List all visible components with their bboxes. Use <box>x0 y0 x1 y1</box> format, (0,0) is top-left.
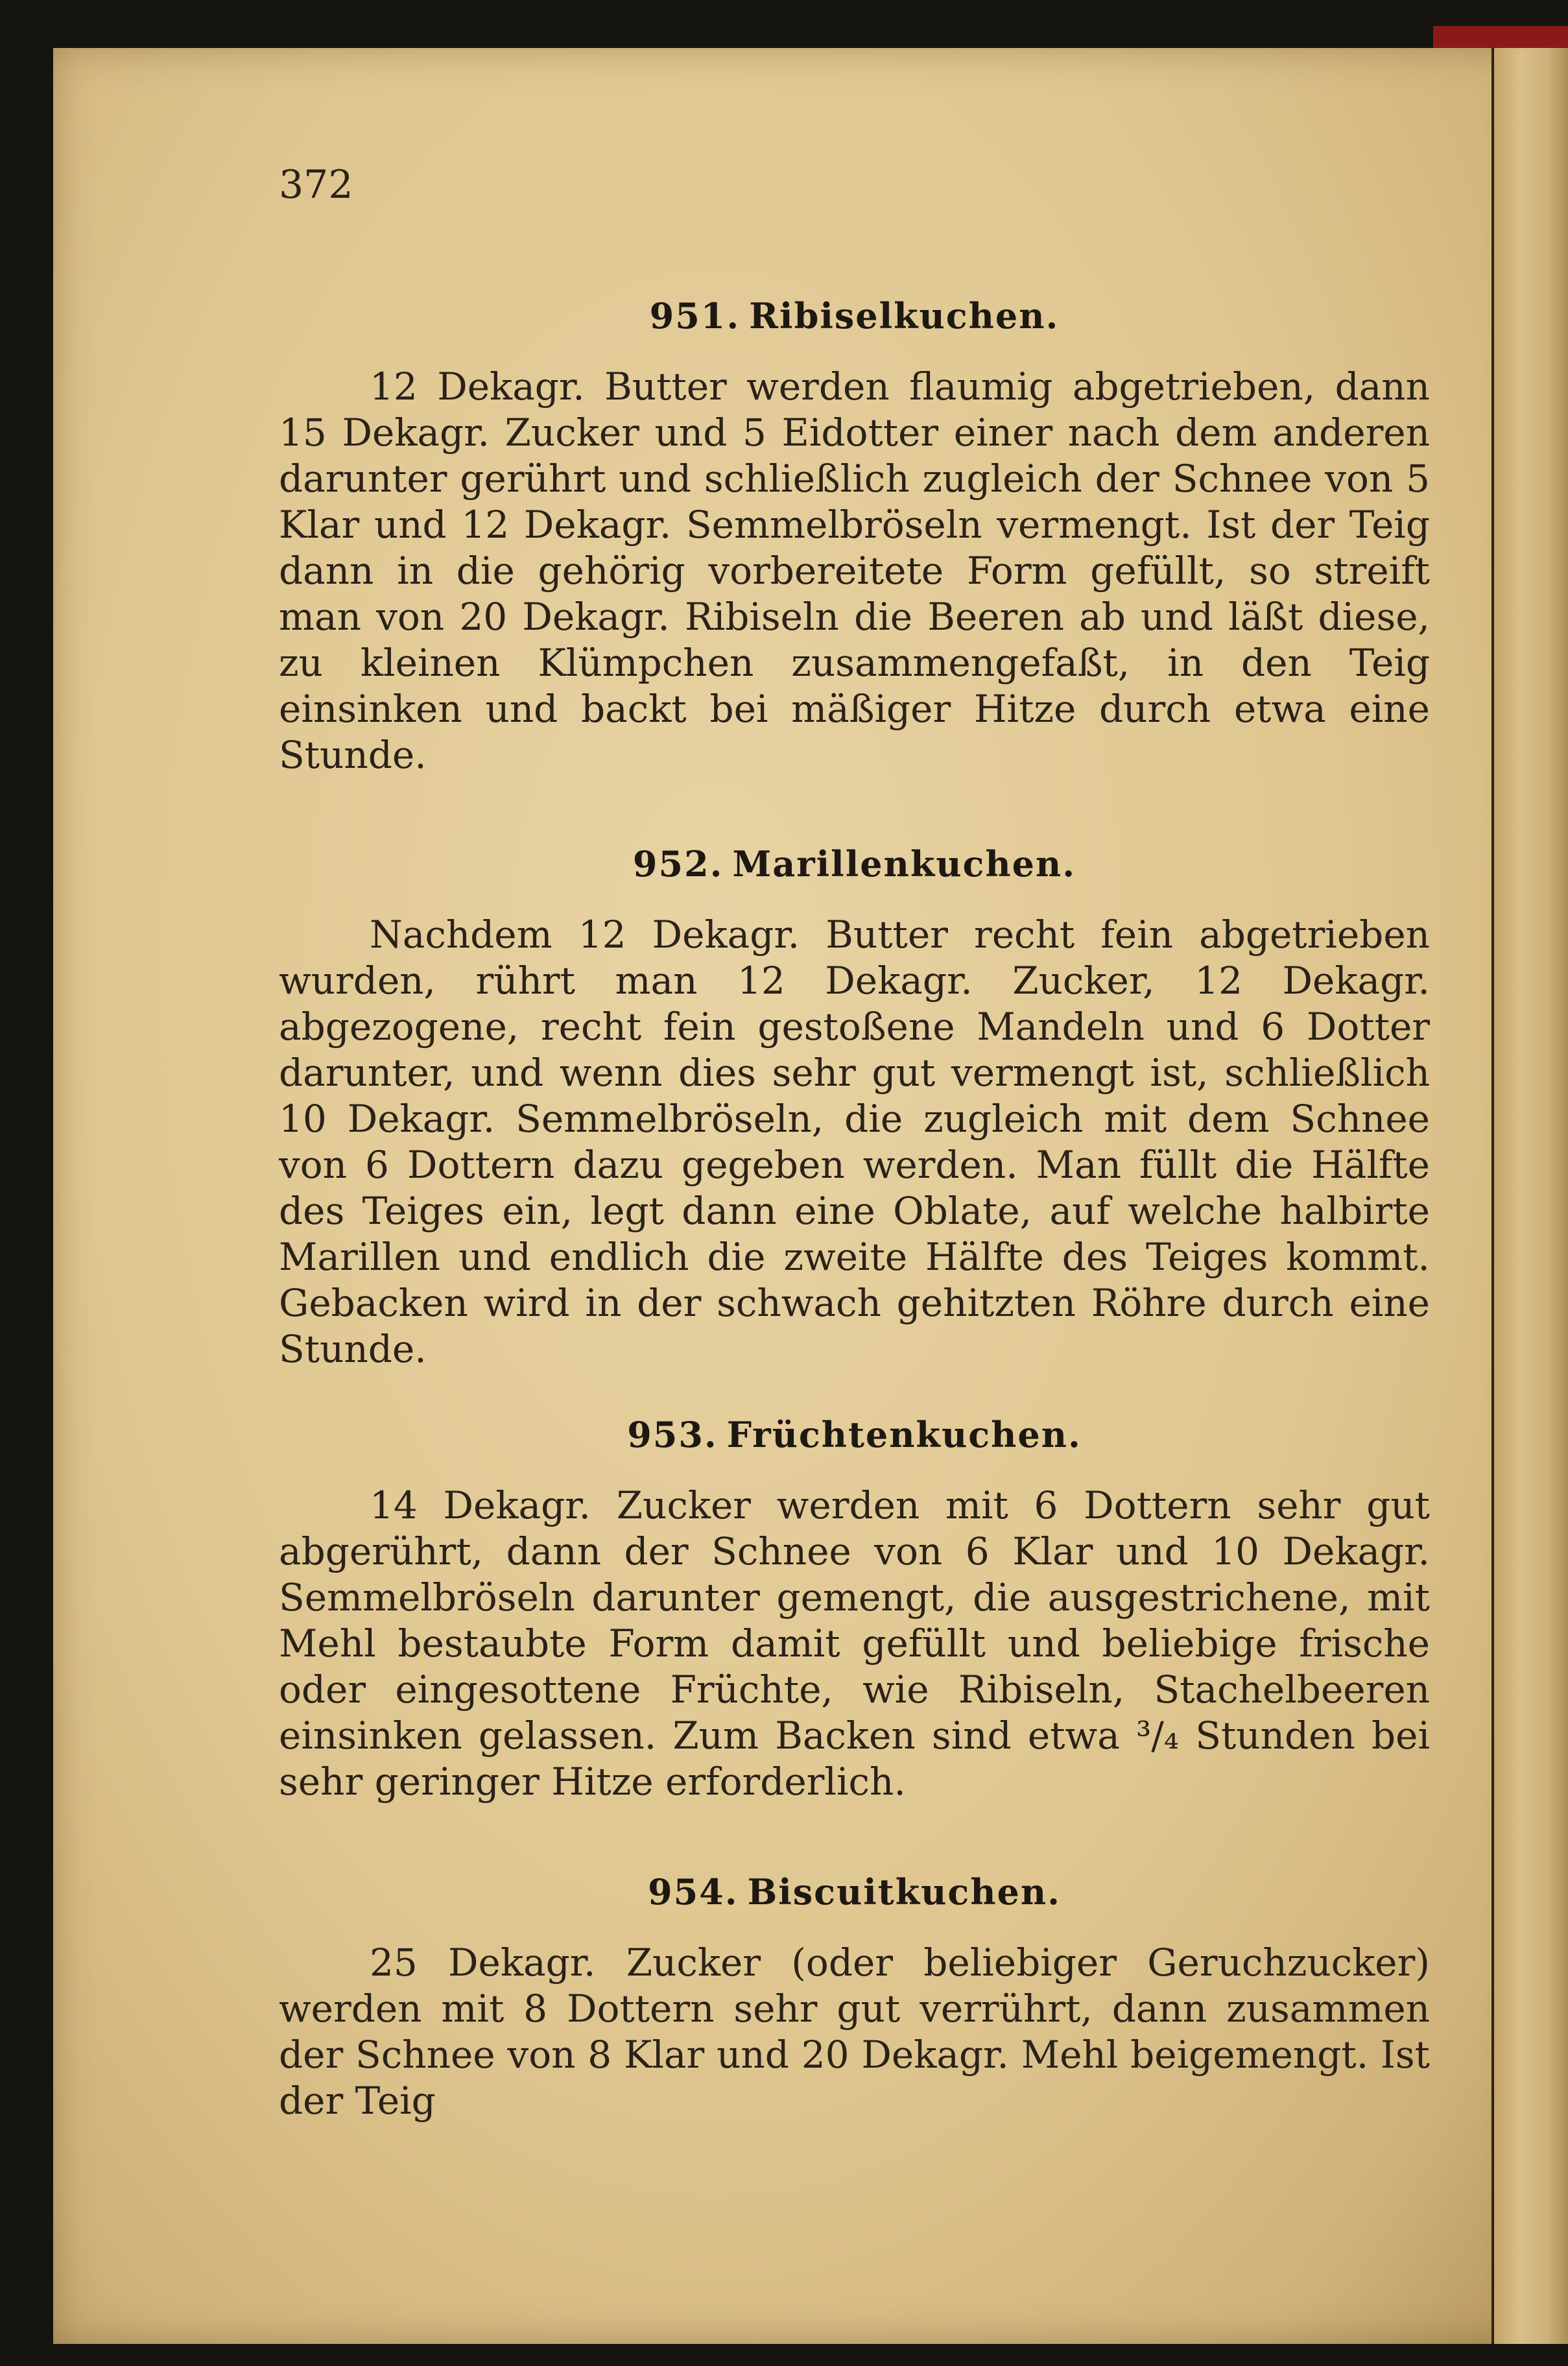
recipe-number: 951. <box>649 295 741 337</box>
recipe-954 <box>279 1871 1430 2124</box>
recipe-number: 954. <box>648 1871 739 1913</box>
recipe-text: Nachdem 12 Dekagr. Butter recht fein abgetrieben wurden, rührt man 12 Dekagr. Zucker, 12 Dekagr. abgezogene, recht fein gestoßene Mandeln und 6 Dotter darunter, und wenn dies sehr gut vermengt ist, schließlich 10 Dekagr. Semmelbröseln, die zugleich mit dem Schnee von 6 Dottern dazu gegeben werden. Man füllt die Hälfte des Teiges ein, legt dann eine Oblate, auf welche halbirte Marillen und endlich die zweite Hälfte des Teiges kommt. Gebacken wird in der schwach gehitzten Röhre durch eine Stunde. <box>279 913 1430 1371</box>
recipe-title: Marillenkuchen. <box>732 843 1076 885</box>
recipe-title: Biscuitkuchen. <box>747 1871 1061 1913</box>
page-number: 372 <box>279 162 353 208</box>
recipe-title: Ribiselkuchen. <box>749 295 1060 337</box>
recipe-952 <box>279 843 1430 1372</box>
recipe-heading <box>279 295 1430 337</box>
recipe-heading <box>279 1414 1430 1455</box>
recipe-text: 12 Dekagr. Butter werden flaumig abgetrieben, dann 15 Dekagr. Zucker und 5 Eidotter einer nach dem anderen darunter gerührt und schließlich zugleich der Schnee von 5 Klar und 12 Dekagr. Semmelbröseln vermengt. Ist der Teig dann in die gehörig vorbereitete Form gefüllt, so streift man von 20 Dekagr. Ribiseln die Beeren ab und läßt diese, zu kleinen Klümpchen zusammengefaßt, in den Teig einsinken und backt bei mäßiger Hitze durch etwa eine Stunde. <box>279 364 1430 777</box>
recipe-number: 953. <box>627 1414 718 1455</box>
recipe-951 <box>279 295 1430 778</box>
recipe-text: 25 Dekagr. Zucker (oder beliebiger Geruchzucker) werden mit 8 Dottern sehr gut verrührt, dann zusammen der Schnee von 8 Klar und 20 Dekagr. Mehl beigemengt. Ist der Teig <box>279 1941 1430 2123</box>
recipe-953 <box>279 1414 1430 1805</box>
book-spine <box>1491 48 1568 2344</box>
recipe-text: 14 Dekagr. Zucker werden mit 6 Dottern sehr gut abgerührt, dann der Schnee von 6 Klar und 10 Dekagr. Semmelbröseln darunter gemengt, die ausgestrichene, mit Mehl bestaubte Form damit gefüllt und beliebige frische oder eingesottene Früchte, wie Ribiseln, Stachelbeeren einsinken gelassen. Zum Backen sind etwa ³/₄ Stunden bei sehr geringer Hitze erforderlich. <box>279 1483 1430 1804</box>
recipe-heading <box>279 1871 1430 1913</box>
recipe-heading <box>279 843 1430 885</box>
recipe-title: Früchtenkuchen. <box>726 1414 1082 1455</box>
recipe-number: 952. <box>632 843 724 885</box>
